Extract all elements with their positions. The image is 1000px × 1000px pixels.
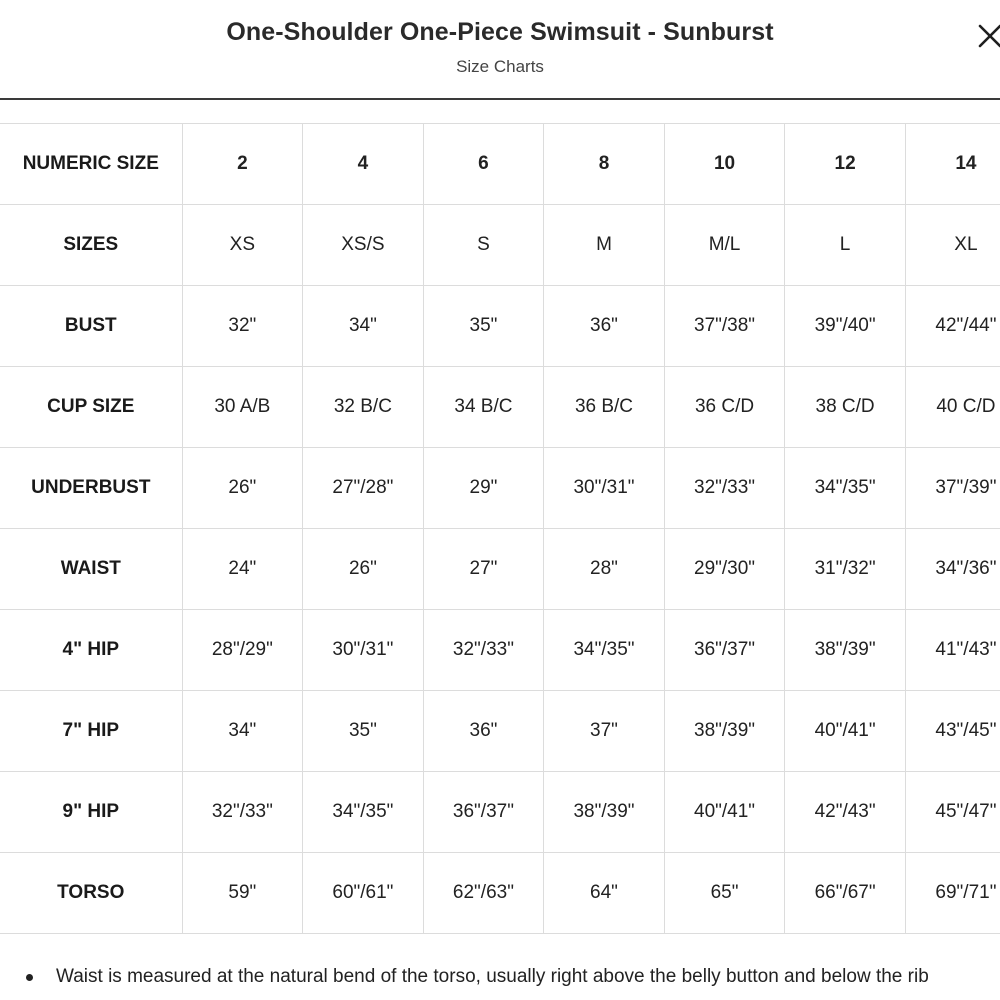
table-cell: 37"/38" (664, 286, 785, 367)
numeric-size-cell: 14 (905, 124, 1000, 205)
table-cell: 45"/47" (905, 772, 1000, 853)
table-cell: 38"/39" (785, 610, 906, 691)
table-row (0, 286, 1000, 367)
table-cell: 38"/39" (544, 772, 665, 853)
table-cell: 29" (423, 448, 544, 529)
numeric-size-cell: 12 (785, 124, 906, 205)
table-cell: 32"/33" (664, 448, 785, 529)
table-cell: 36"/37" (664, 610, 785, 691)
row-label: 4" HIP (0, 610, 182, 691)
table-cell: 40"/41" (664, 772, 785, 853)
table-cell: 66"/67" (785, 853, 906, 934)
table-header-row (0, 124, 1000, 205)
table-cell: 26" (182, 448, 303, 529)
row-label: UNDERBUST (0, 448, 182, 529)
table-cell: 34" (303, 286, 424, 367)
table-cell: XS (182, 205, 303, 286)
table-cell: 38"/39" (664, 691, 785, 772)
table-cell: 42"/44" (905, 286, 1000, 367)
row-label: 7" HIP (0, 691, 182, 772)
table-cell: XS/S (303, 205, 424, 286)
table-cell: S (423, 205, 544, 286)
table-cell: 41"/43" (905, 610, 1000, 691)
table-cell: 64" (544, 853, 665, 934)
modal-header (0, 0, 1000, 100)
table-cell: 34" (182, 691, 303, 772)
table-row (0, 205, 1000, 286)
table-cell: 42"/43" (785, 772, 906, 853)
table-row (0, 610, 1000, 691)
table-row (0, 691, 1000, 772)
row-label: 9" HIP (0, 772, 182, 853)
table-cell: 24" (182, 529, 303, 610)
measurement-notes (0, 962, 1000, 992)
table-cell: 36" (544, 286, 665, 367)
numeric-size-cell: 8 (544, 124, 665, 205)
table-cell: 59" (182, 853, 303, 934)
row-label: BUST (0, 286, 182, 367)
table-cell: 35" (303, 691, 424, 772)
table-cell: 36"/37" (423, 772, 544, 853)
note-text: Waist is measured at the natural bend of the torso, usually right above the belly button and below the rib (56, 966, 929, 987)
table-row (0, 448, 1000, 529)
table-cell: 60"/61" (303, 853, 424, 934)
close-button[interactable] (968, 14, 1000, 54)
size-chart-body (0, 124, 1000, 934)
table-cell: 37" (544, 691, 665, 772)
table-row (0, 772, 1000, 853)
note-item (0, 962, 1000, 992)
table-cell: 34"/35" (785, 448, 906, 529)
table-cell: M (544, 205, 665, 286)
table-cell: 30 A/B (182, 367, 303, 448)
table-cell: 34"/35" (544, 610, 665, 691)
numeric-size-cell: 10 (664, 124, 785, 205)
table-row (0, 367, 1000, 448)
table-cell: 29"/30" (664, 529, 785, 610)
numeric-size-cell: 4 (303, 124, 424, 205)
table-cell: 32" (182, 286, 303, 367)
table-cell: 28"/29" (182, 610, 303, 691)
table-cell: 38 C/D (785, 367, 906, 448)
table-cell: 34"/35" (303, 772, 424, 853)
row-label: SIZES (0, 205, 182, 286)
table-cell: 39"/40" (785, 286, 906, 367)
table-cell: 27" (423, 529, 544, 610)
table-cell: M/L (664, 205, 785, 286)
table-cell: 36 C/D (664, 367, 785, 448)
table-cell: 34"/36" (905, 529, 1000, 610)
numeric-size-cell: 6 (423, 124, 544, 205)
table-cell: 40 C/D (905, 367, 1000, 448)
modal-title: One-Shoulder One-Piece Swimsuit - Sunburst (226, 18, 774, 46)
numeric-size-cell: 2 (182, 124, 303, 205)
table-cell: 69"/71" (905, 853, 1000, 934)
table-cell: 27"/28" (303, 448, 424, 529)
row-label: TORSO (0, 853, 182, 934)
table-row (0, 529, 1000, 610)
table-cell: 43"/45" (905, 691, 1000, 772)
table-cell: 30"/31" (544, 448, 665, 529)
table-cell: 36 B/C (544, 367, 665, 448)
size-chart-table (0, 123, 1000, 934)
table-cell: 62"/63" (423, 853, 544, 934)
table-cell: 28" (544, 529, 665, 610)
table-cell: XL (905, 205, 1000, 286)
table-row (0, 853, 1000, 934)
table-cell: 36" (423, 691, 544, 772)
modal-subtitle: Size Charts (456, 57, 544, 76)
table-cell: 32"/33" (423, 610, 544, 691)
table-cell: 65" (664, 853, 785, 934)
bullet-icon (26, 974, 33, 981)
table-cell: 30"/31" (303, 610, 424, 691)
row-label: NUMERIC SIZE (0, 124, 182, 205)
table-cell: 35" (423, 286, 544, 367)
table-cell: 26" (303, 529, 424, 610)
table-cell: 32 B/C (303, 367, 424, 448)
table-cell: 37"/39" (905, 448, 1000, 529)
table-cell: 32"/33" (182, 772, 303, 853)
table-cell: 31"/32" (785, 529, 906, 610)
table-cell: 40"/41" (785, 691, 906, 772)
table-cell: L (785, 205, 906, 286)
row-label: WAIST (0, 529, 182, 610)
table-cell: 34 B/C (423, 367, 544, 448)
close-icon (968, 14, 1000, 54)
row-label: CUP SIZE (0, 367, 182, 448)
